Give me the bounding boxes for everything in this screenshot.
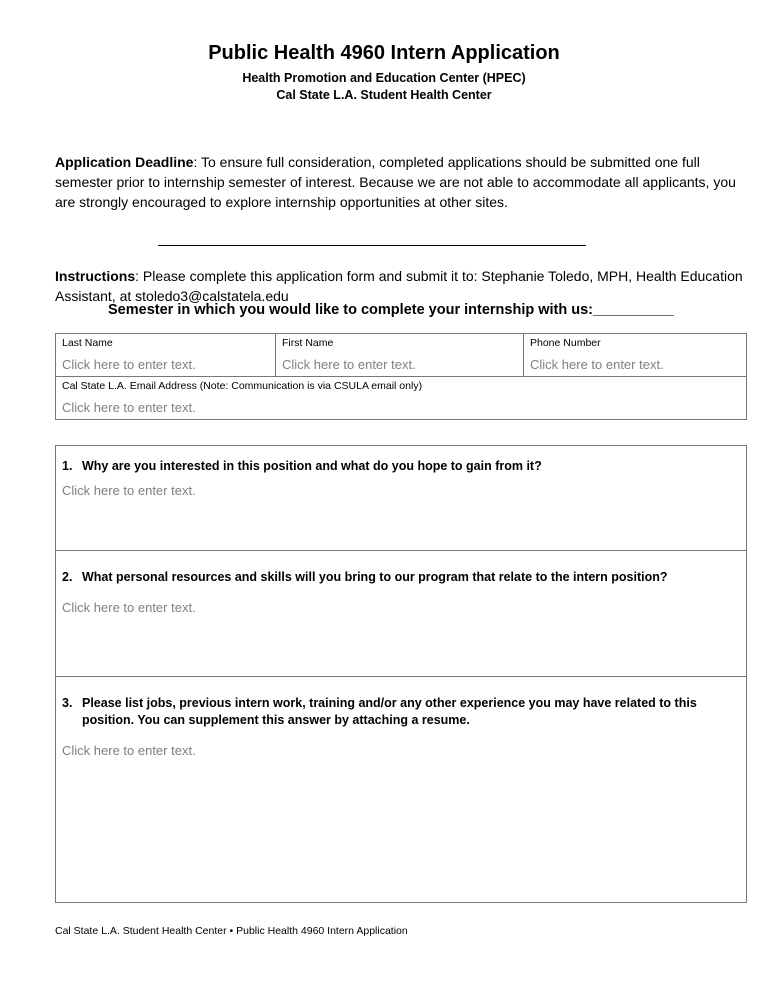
last-name-input[interactable]: Click here to enter text. [62,357,196,372]
phone-label: Phone Number [530,337,601,349]
question-text: What personal resources and skills will you bring to our program that relate to the intern position? [82,570,668,584]
deadline-paragraph [55,152,745,212]
question-number: 2. [62,570,73,584]
phone-field[interactable] [524,334,747,377]
phone-input[interactable]: Click here to enter text. [530,357,664,372]
subtitle-center: Cal State L.A. Student Health Center [276,88,492,102]
page-title: Public Health 4960 Intern Application [208,42,560,64]
deadline-text: : To ensure full consideration, completed applications should be submitted one full semester prior to internship semester of interest. Because we are not able to accommodate all applicants, you are strongly encouraged to explore internship opportunities at other sites. [55,154,736,210]
instructions-label: Instructions [55,268,136,284]
contact-table [55,333,747,420]
question-text: Please list jobs, previous intern work, training and/or any other experience you may have related to this position. You can supplement this answer by attaching a resume. [82,696,697,727]
divider [158,245,586,246]
email-input[interactable]: Click here to enter text. [62,400,196,415]
first-name-label: First Name [282,337,334,349]
email-label: Cal State L.A. Email Address (Note: Communication is via CSULA email only) [62,380,423,392]
last-name-field[interactable] [56,334,276,377]
semester-prompt: Semester in which you would like to complete your internship with us:__________ [108,302,674,318]
instructions-paragraph [55,266,745,306]
first-name-field[interactable] [276,334,524,377]
question-2[interactable] [56,551,746,677]
answer-2-input[interactable]: Click here to enter text. [62,600,196,615]
question-number: 3. [62,696,73,710]
last-name-label: Last Name [62,337,113,349]
question-text: Why are you interested in this position and what do you hope to gain from it? [82,459,542,473]
page-footer: Cal State L.A. Student Health Center • Public Health 4960 Intern Application [55,925,408,937]
first-name-input[interactable]: Click here to enter text. [282,357,416,372]
questions-box [55,445,747,903]
subtitle-hpec: Health Promotion and Education Center (HPEC) [242,71,526,85]
answer-3-input[interactable]: Click here to enter text. [62,743,196,758]
question-number: 1. [62,459,73,473]
question-1[interactable] [56,446,746,551]
email-field[interactable] [56,377,747,420]
instructions-text: : Please complete this application form and submit it to: Stephanie Toledo, MPH, Health Education Assistant, at stoledo3@calstatela.edu [55,268,743,304]
deadline-label: Application Deadline [55,154,194,170]
answer-1-input[interactable]: Click here to enter text. [62,483,196,498]
question-3[interactable] [56,677,746,902]
